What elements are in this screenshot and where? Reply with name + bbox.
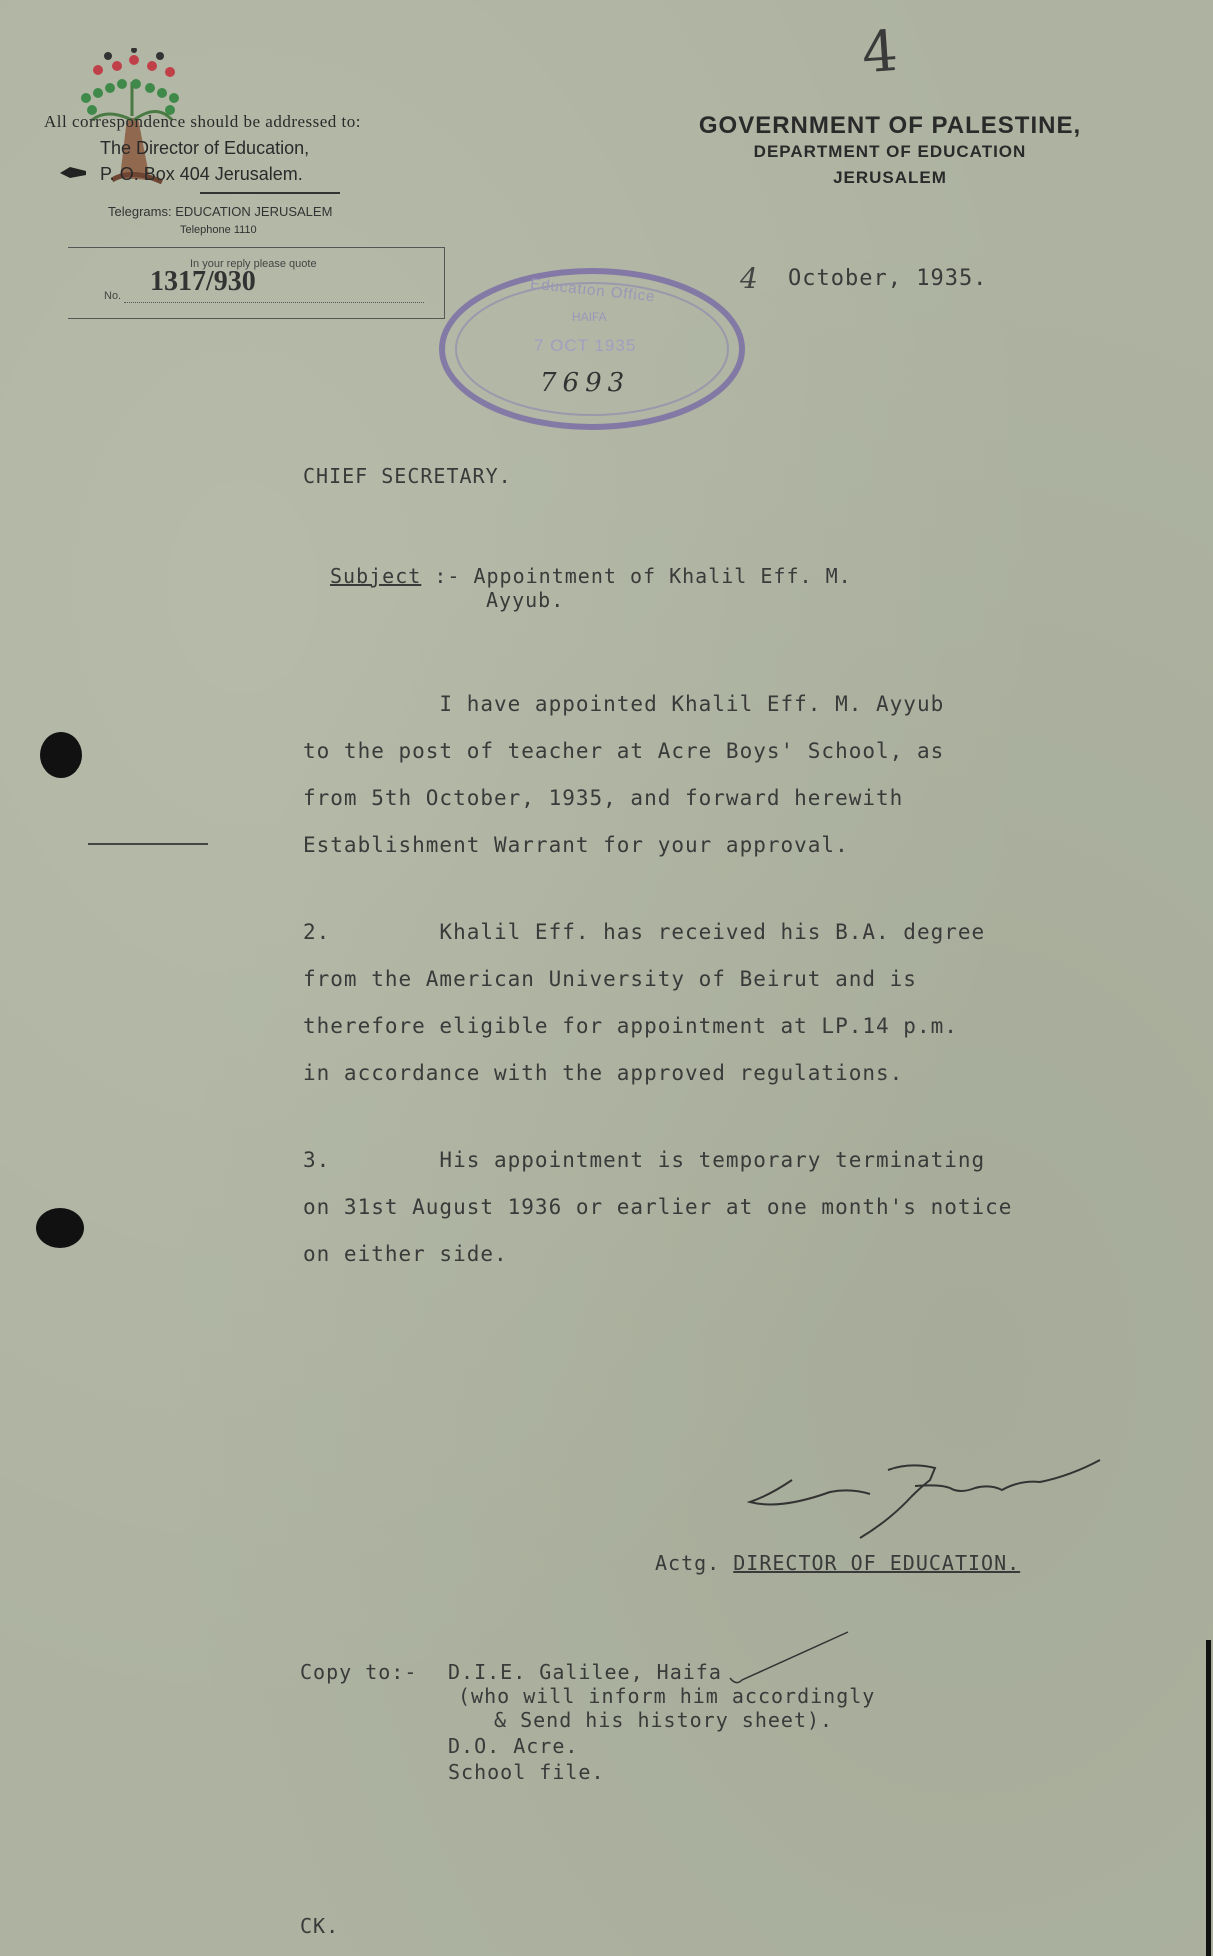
subject-label: Subject [330, 564, 422, 588]
paragraph-line: therefore eligible for appointment at LP.14 p.m. [303, 1014, 958, 1038]
punch-hole [40, 732, 82, 778]
stamp-number: 7693 [540, 368, 631, 398]
stamp-office: Education Office [529, 275, 657, 306]
margin-rule [88, 843, 208, 845]
typist-initials: CK. [300, 1914, 340, 1938]
paragraph-2 [303, 920, 985, 1108]
paragraph-line: I have appointed Khalil Eff. M. Ayyub [303, 692, 945, 716]
date-day: 4 [740, 262, 758, 295]
copy-to-label: Copy to:- [300, 1660, 418, 1684]
punch-hole [36, 1208, 84, 1248]
copy-to-recipient: D.I.E. Galilee, Haifa [448, 1660, 722, 1684]
reply-note: In your reply please quote [190, 258, 317, 270]
signature-prefix: Actg. [655, 1551, 721, 1575]
no-label: No. [104, 290, 122, 302]
paragraph-line: Establishment Warrant for your approval. [303, 833, 849, 857]
subject-line [330, 566, 852, 586]
paragraph-line: from the American University of Beirut and is [303, 967, 917, 991]
stamp-date: 7 OCT 1935 [534, 336, 637, 355]
signature [740, 1440, 1150, 1550]
signature-block [655, 1553, 1020, 1573]
paragraph-line: in accordance with the approved regulations. [303, 1061, 904, 1085]
city: JERUSALEM [833, 168, 947, 187]
reference-number: 1317/930 [150, 266, 256, 297]
paragraph-line: from 5th October, 1935, and forward herewith [303, 786, 904, 810]
copy-to-note-2: & Send his history sheet). [494, 1708, 834, 1732]
paragraph-3 [303, 1148, 1012, 1289]
recipient: CHIEF SECRETARY. [303, 464, 512, 488]
page-number: 4 [859, 18, 900, 87]
paragraph-1 [303, 692, 944, 880]
tick-mark [728, 1628, 868, 1688]
telephone: Telephone 1110 [180, 224, 257, 236]
paragraph-line: to the post of teacher at Acre Boys' School, as [303, 739, 945, 763]
paragraph-line: on either side. [303, 1242, 508, 1266]
date: October, 1935. [788, 266, 988, 291]
page-edge [1206, 1640, 1211, 1956]
paragraph-line: on 31st August 1936 or earlier at one month's notice [303, 1195, 1013, 1219]
copy-to-acre: D.O. Acre. [448, 1734, 579, 1758]
subject-continuation: Ayyub. [486, 588, 565, 612]
pointing-hand-icon [58, 164, 88, 180]
letterhead-rule [200, 192, 340, 194]
paragraph-line: 2. Khalil Eff. has received his B.A. degree [303, 920, 986, 944]
po-box: P. O. Box 404 Jerusalem. [100, 164, 303, 184]
copy-to-school-file: School file. [448, 1760, 605, 1784]
address-intro: All correspondence should be addressed to: [44, 112, 361, 131]
subject-text: :- Appointment of Khalil Eff. M. [421, 564, 852, 588]
department-title: DEPARTMENT OF EDUCATION [753, 142, 1027, 161]
signatory-title: DIRECTOR OF EDUCATION. [733, 1551, 1021, 1575]
paragraph-line: 3. His appointment is temporary terminating [303, 1148, 986, 1172]
reference-dotted-line [124, 302, 424, 303]
stamp-place: HAIFA [572, 310, 607, 324]
addressee: The Director of Education, [100, 138, 310, 158]
copy-to-note-1: (who will inform him accordingly [458, 1684, 876, 1708]
telegrams: Telegrams: EDUCATION JERUSALEM [108, 204, 333, 219]
government-title: GOVERNMENT OF PALESTINE, [698, 112, 1082, 139]
